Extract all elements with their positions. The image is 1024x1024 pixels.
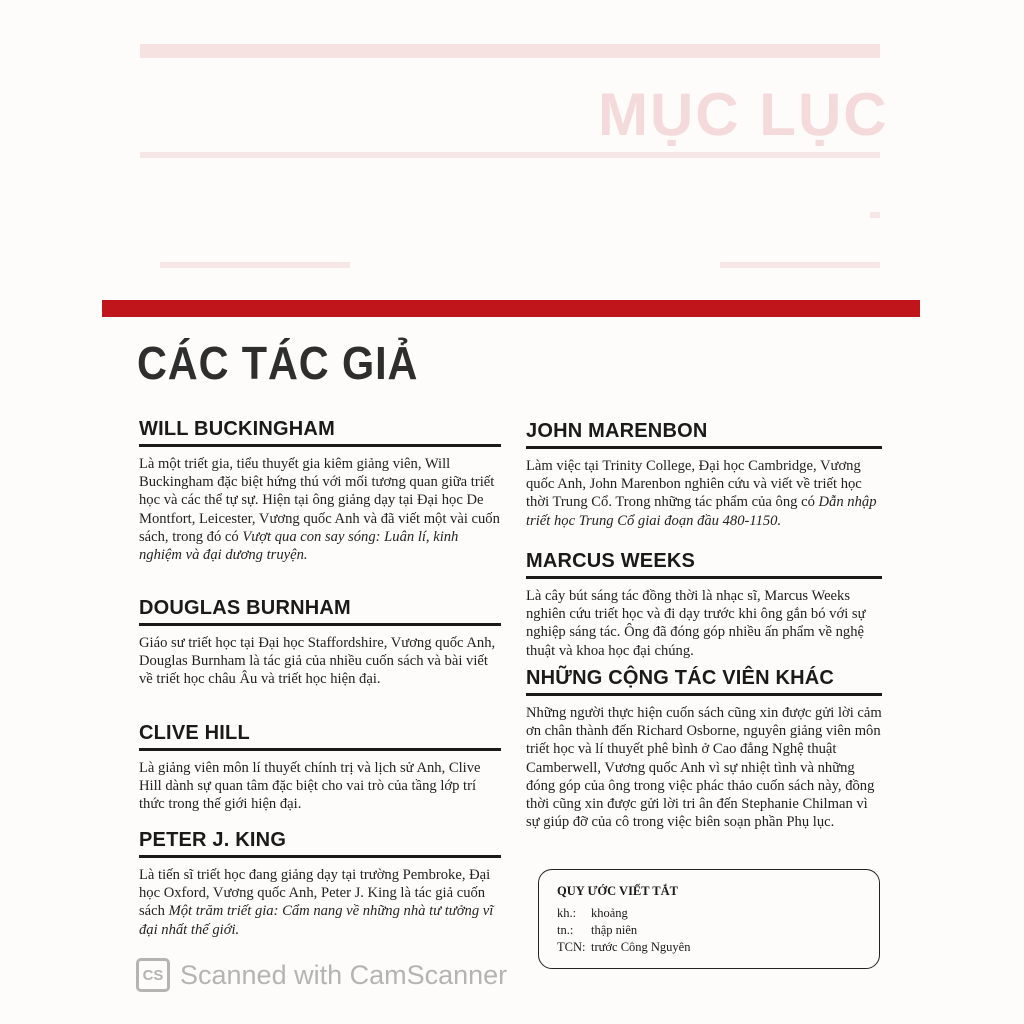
author-heading: CLIVE HILL [139, 722, 501, 751]
author-heading: WILL BUCKINGHAM [139, 418, 501, 447]
legend-row [557, 922, 861, 939]
bio-text: Là một triết gia, tiểu thuyết gia kiêm giảng viên, Will Buckingham đặc biệt hứng thú với mối tương quan giữa triết học và các thể tự sự. Hiện tại ông giảng dạy tại Đại học De Montfort, Leicester, Vương quốc Anh và đã viết một vài cuốn sách, trong đó có [139, 456, 500, 545]
author-bio [526, 457, 882, 530]
author-heading: MARCUS WEEKS [526, 550, 882, 579]
legend-abbr: TCN: [557, 940, 586, 954]
bio-text: Làm việc tại Trinity College, Đại học Cambridge, Vương quốc Anh, John Marenbon nghiên cứu và viết về triết học thời Trung Cổ. Trong những tác phẩm của ông có [526, 458, 862, 511]
bleed-through-line [140, 152, 880, 158]
author-john-marenbon [526, 420, 882, 530]
author-marcus-weeks [526, 550, 882, 660]
legend-abbr: tn.: [557, 923, 574, 937]
legend-meaning: thập niên [591, 923, 638, 937]
contributors-text: Những người thực hiện cuốn sách cũng xin được gửi lời cảm ơn chân thành đến Richard Osborne, nguyên giảng viên môn triết học và lí thuyết phê bình ở Cao đẳng Nghệ thuật Camberwell, Vương quốc Anh vì sự nhiệt tình và những đóng góp của ông trong việc phác thảo cuốn sách này, đồng thời cũng xin được gửi lời tri ân đến Stephanie Chilman vì sự giúp đỡ của cô trong việc biên soạn phần Phụ lục. [526, 705, 882, 831]
section-heading: NHỮNG CỘNG TÁC VIÊN KHÁC [526, 667, 882, 696]
bleed-through-line [160, 262, 350, 268]
bio-book-title: Vượt qua con say sóng: Luân lí, kinh nghiệm và đại dương truyện. [139, 528, 459, 564]
author-douglas-burnham [139, 597, 501, 689]
author-will-buckingham [139, 418, 501, 564]
accent-bar [102, 300, 920, 317]
legend-abbr: kh.: [557, 906, 577, 920]
watermark-text: Scanned with CamScanner [180, 959, 508, 990]
bleed-through-line [720, 262, 880, 268]
bleed-through-bar [140, 44, 880, 58]
legend-meaning: khoảng [591, 906, 628, 920]
legend-row [557, 905, 861, 922]
abbreviation-legend [538, 869, 880, 969]
author-bio: Là cây bút sáng tác đồng thời là nhạc sĩ, Marcus Weeks nghiên cứu triết học và đi dạy trước khi ông gắn bó với sự nghiệp sáng tác. Ông đã đóng góp nhiều ấn phẩm về nghệ thuật và khoa học đại chúng. [526, 588, 866, 659]
legend-meaning: trước Công Nguyên [591, 940, 691, 954]
other-contributors [526, 667, 882, 831]
author-heading: PETER J. KING [139, 829, 501, 858]
author-bio [139, 866, 501, 939]
bleed-through-title: MỤC LỤC [598, 81, 889, 148]
author-heading: DOUGLAS BURNHAM [139, 597, 501, 626]
author-bio: Giáo sư triết học tại Đại học Staffordshire, Vương quốc Anh, Douglas Burnham là tác giả của nhiều cuốn sách và bài viết về triết học châu Âu và triết học hiện đại. [139, 635, 496, 688]
bio-book-title: Dẫn nhập triết học Trung Cổ giai đoạn đầu 480-1150. [526, 494, 877, 529]
author-heading: JOHN MARENBON [526, 420, 882, 449]
bio-text: Là tiến sĩ triết học đang giảng dạy tại trường Pembroke, Đại học Oxford, Vương quốc Anh, Peter J. King là tác giả cuốn sách [139, 867, 491, 920]
scanner-watermark [136, 958, 507, 992]
author-clive-hill [139, 722, 501, 814]
author-bio: Là giảng viên môn lí thuyết chính trị và lịch sử Anh, Clive Hill dành sự quan tâm đặc biệt cho vai trò của tầng lớp trí thức trong thế giới hiện đại. [139, 760, 481, 813]
legend-title: QUY ƯỚC VIẾT TẮT [557, 884, 678, 898]
bio-book-title: Một trăm triết gia: Cẩm nang về những nhà tư tưởng vĩ đại nhất thế giới. [139, 903, 494, 938]
page-title: CÁC TÁC GIẢ [137, 337, 419, 389]
bleed-through-line [870, 212, 880, 218]
camscanner-logo-icon: CS [136, 958, 170, 992]
author-bio [139, 455, 501, 564]
legend-row [557, 939, 861, 956]
author-peter-king [139, 829, 501, 939]
